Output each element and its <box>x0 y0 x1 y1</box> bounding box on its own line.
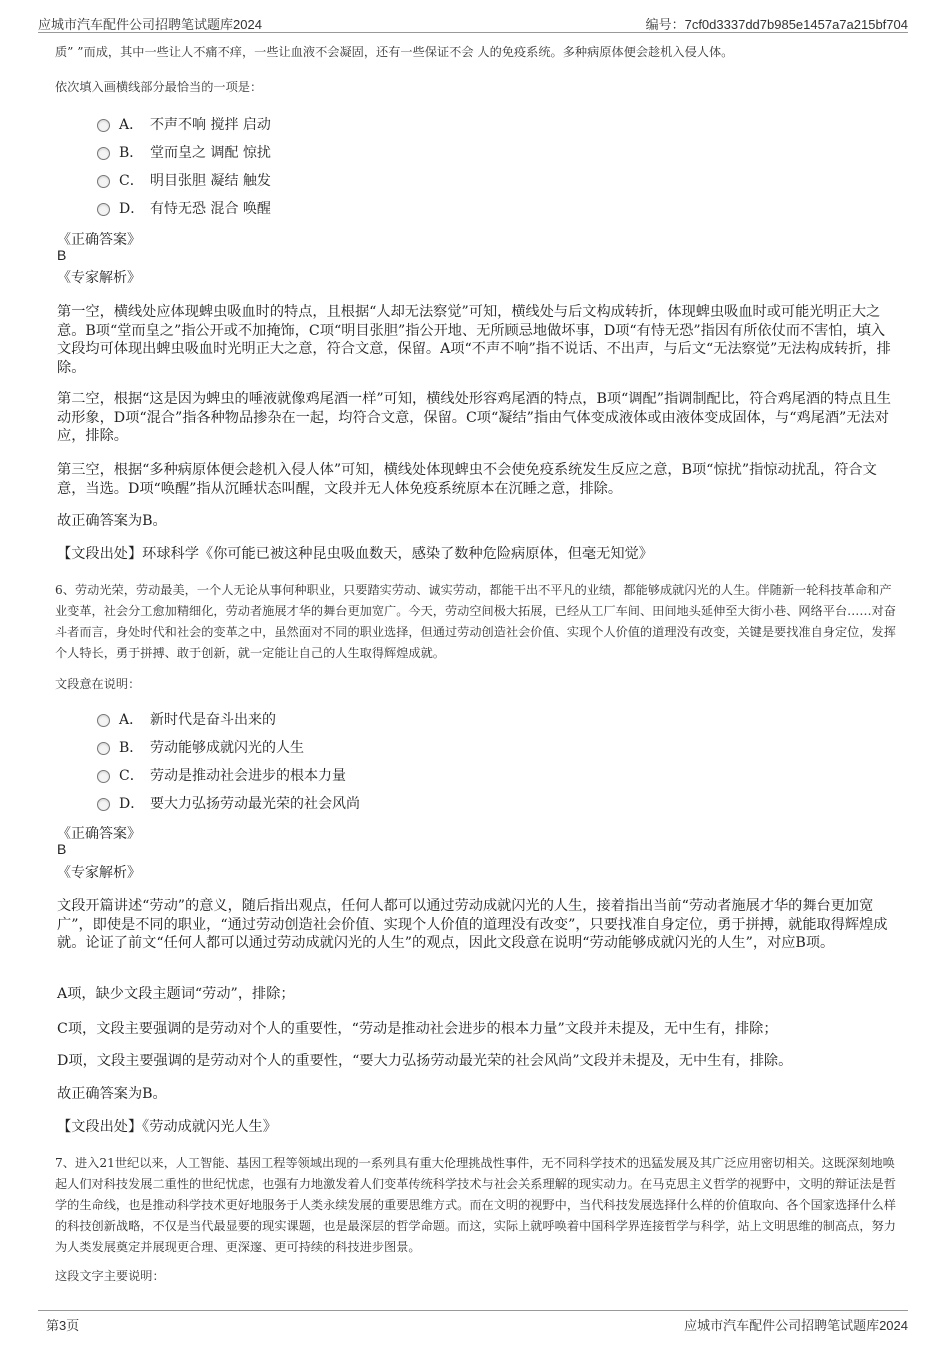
q6-option-a[interactable] <box>97 708 276 730</box>
q6-passage: 6、劳动光荣，劳动最美，一个人无论从事何种职业，只要踏实劳动、诚实劳动，都能干出不平凡的业绩，都能够成就闪光的人生。伴随新一轮科技革命和产业变革，社会分工愈加精细化，劳动者施展才华的舞台更加宽广。今天，劳动空间极大拓展，已经从工厂车间、田间地头延伸至大街小巷、网络平台……对奋斗者而言，身处时代和社会的变革之中，虽然面对不同的职业选择，但通过劳动创造社会价值、实现个人价值的道理没有改变，关键是要找准自身定位，发挥个人特长，勇于拼搏、敢于创新，就一定能让自己的人生取得辉煌成就。 <box>55 583 896 660</box>
q5-prompt: 依次填入画横线部分最恰当的一项是： <box>55 80 263 94</box>
option-text: 有恃无恐 混合 唤醒 <box>150 201 271 217</box>
header-divider <box>38 32 908 33</box>
header-title: 应城市汽车配件公司招聘笔试题库2024 <box>38 17 262 32</box>
radio-button-icon[interactable] <box>97 203 110 216</box>
option-text: 劳动是推动社会进步的根本力量 <box>150 768 346 784</box>
q6-answer-label: 《正确答案》 <box>57 826 141 842</box>
footer-divider <box>38 1310 908 1311</box>
radio-button-icon[interactable] <box>97 147 110 160</box>
option-text: 新时代是奋斗出来的 <box>150 712 276 728</box>
q5-option-c[interactable] <box>97 169 271 191</box>
q6-analysis-p3: C项，文段主要强调的是劳动对个人的重要性，“劳动是推动社会进步的根本力量”文段并未提及，无中生有，排除； <box>57 1021 778 1037</box>
header-doc-id: 编号：7cf0d3337dd7b985e1457a7a215bf704 <box>645 17 908 32</box>
q5-passage-continuation: 质” ”而成，其中一些让人不痛不痒，一些让血液不会凝固，还有一些保证不会 人的免疫系统。多种病原体便会趁机入侵人体。 <box>55 45 734 59</box>
q6-analysis-p2: A项，缺少文段主题词“劳动”，排除； <box>57 986 295 1002</box>
option-letter: C． <box>119 768 144 784</box>
q5-source: 【文段出处】环球科学《你可能已被这种昆虫吸血数天，感染了数种危险病原体，但毫无知觉》 <box>57 546 653 562</box>
q5-option-d[interactable] <box>97 197 271 219</box>
radio-button-icon[interactable] <box>97 770 110 783</box>
radio-button-icon[interactable] <box>97 175 110 188</box>
q5-answer-label: 《正确答案》 <box>57 232 141 248</box>
option-letter: D． <box>119 201 145 217</box>
option-letter: D． <box>119 796 145 812</box>
page-footer <box>38 1313 908 1333</box>
page-header <box>38 10 908 32</box>
q6-analysis-label: 《专家解析》 <box>57 865 141 881</box>
option-text: 堂而皇之 调配 惊扰 <box>150 145 271 161</box>
q6-conclusion: 故正确答案为B。 <box>57 1086 167 1102</box>
q7-passage: 7、进入21世纪以来，人工智能、基因工程等领域出现的一系列具有重大伦理挑战性事件，无不同科学技术的迅猛发展及其广泛应用密切相关。这既深刻地唤起人们对科技发展二重性的世纪忧虑，也强有力地激发着人们变革传统科学技术与社会关系理解的现实动力。在马克思主义哲学的视野中，文明的辩证法是哲学的生命线，也是推动科学技术更好地服务于人类永续发展的重要思维方式。而在文明的视野中，当代科技发展选择什么样的价值取向、各个国家选择什么样的科技创新战略，不仅是当代最显要的现实课题，也是最深层的哲学命题。而这，实际上就呼唤着中国科学界连接哲学与科学，站上文明思维的制高点，努力为人类发展奠定并展现更合理、更深邃、更可持续的科技进步图景。 <box>55 1156 896 1254</box>
radio-button-icon[interactable] <box>97 742 110 755</box>
q6-option-b[interactable] <box>97 736 304 758</box>
q6-source: 【文段出处】《劳动成就闪光人生》 <box>57 1119 277 1135</box>
q5-analysis-label: 《专家解析》 <box>57 270 141 286</box>
q5-conclusion: 故正确答案为B。 <box>57 513 167 529</box>
option-letter: A． <box>119 712 144 728</box>
q5-analysis-p3: 第三空，根据“多种病原体便会趁机入侵人体”可知，横线处体现蜱虫不会使免疫系统发生反应之意，B项“惊扰”指惊动扰乱，符合文意，当选。D项“唤醒”指从沉睡状态叫醒，文段并无人体免疫系统原本在沉睡之意，排除。 <box>57 462 877 497</box>
q6-analysis-p4: D项，文段主要强调的是劳动对个人的重要性，“要大力弘扬劳动最光荣的社会风尚”文段并未提及，无中生有，排除。 <box>57 1053 793 1069</box>
q6-answer: B <box>57 841 67 857</box>
q5-option-b[interactable] <box>97 141 271 163</box>
option-letter: C． <box>119 173 144 189</box>
option-text: 明目张胆 凝结 触发 <box>150 173 271 189</box>
option-letter: B． <box>119 740 144 756</box>
q6-option-d[interactable] <box>97 792 360 814</box>
option-text: 劳动能够成就闪光的人生 <box>150 740 304 756</box>
q6-option-c[interactable] <box>97 764 346 786</box>
footer-title: 应城市汽车配件公司招聘笔试题库2024 <box>684 1318 908 1333</box>
q5-analysis-p1: 第一空，横线处应体现蜱虫吸血时的特点，且根据“人却无法察觉”可知，横线处与后文构成转折，体现蜱虫吸血时或可能光明正大之意。B项“堂而皇之”指公开或不加掩饰，C项“明目张胆”指公开地、无所顾忌地做坏事，D项“有恃无恐”指因有所依仗而不害怕，填入文段均可体现出蜱虫吸血时光明正大之意，符合文意，保留。A项“不声不响”指不说话、不出声，与后文“无法察觉”无法构成转折，排除。 <box>57 304 891 376</box>
option-letter: A． <box>119 117 144 133</box>
q5-option-a[interactable] <box>97 113 271 135</box>
radio-button-icon[interactable] <box>97 714 110 727</box>
radio-button-icon[interactable] <box>97 119 110 132</box>
q6-prompt: 文段意在说明： <box>55 677 141 691</box>
radio-button-icon[interactable] <box>97 798 110 811</box>
q6-analysis-p1: 文段开篇讲述“劳动”的意义，随后指出观点，任何人都可以通过劳动成就闪光的人生，接着指出当前“劳动者施展才华的舞台更加宽广”，即使是不同的职业，“通过劳动创造社会价值、实现个人价值的道理没有改变”，只要找准自身定位，勇于拼搏，就能取得辉煌成就。论证了前文“任何人都可以通过劳动成就闪光的人生”的观点，因此文段意在说明“劳动能够成就闪光的人生”，对应B项。 <box>57 898 888 951</box>
q7-prompt: 这段文字主要说明： <box>55 1269 165 1283</box>
q5-analysis-p2: 第二空，根据“这是因为蜱虫的唾液就像鸡尾酒一样”可知，横线处形容鸡尾酒的特点，B项“调配”指调制配比，符合鸡尾酒的特点且生动形象，D项“混合”指各种物品掺杂在一起，均符合文意，保留。C项“凝结”指由气体变成液体或由液体变成固体，与“鸡尾酒”无法对应，排除。 <box>57 391 891 444</box>
option-text: 不声不响 搅拌 启动 <box>150 117 271 133</box>
page-number: 第3页 <box>46 1318 80 1333</box>
option-letter: B． <box>119 145 144 161</box>
q5-answer: B <box>57 247 67 263</box>
option-text: 要大力弘扬劳动最光荣的社会风尚 <box>150 796 360 812</box>
